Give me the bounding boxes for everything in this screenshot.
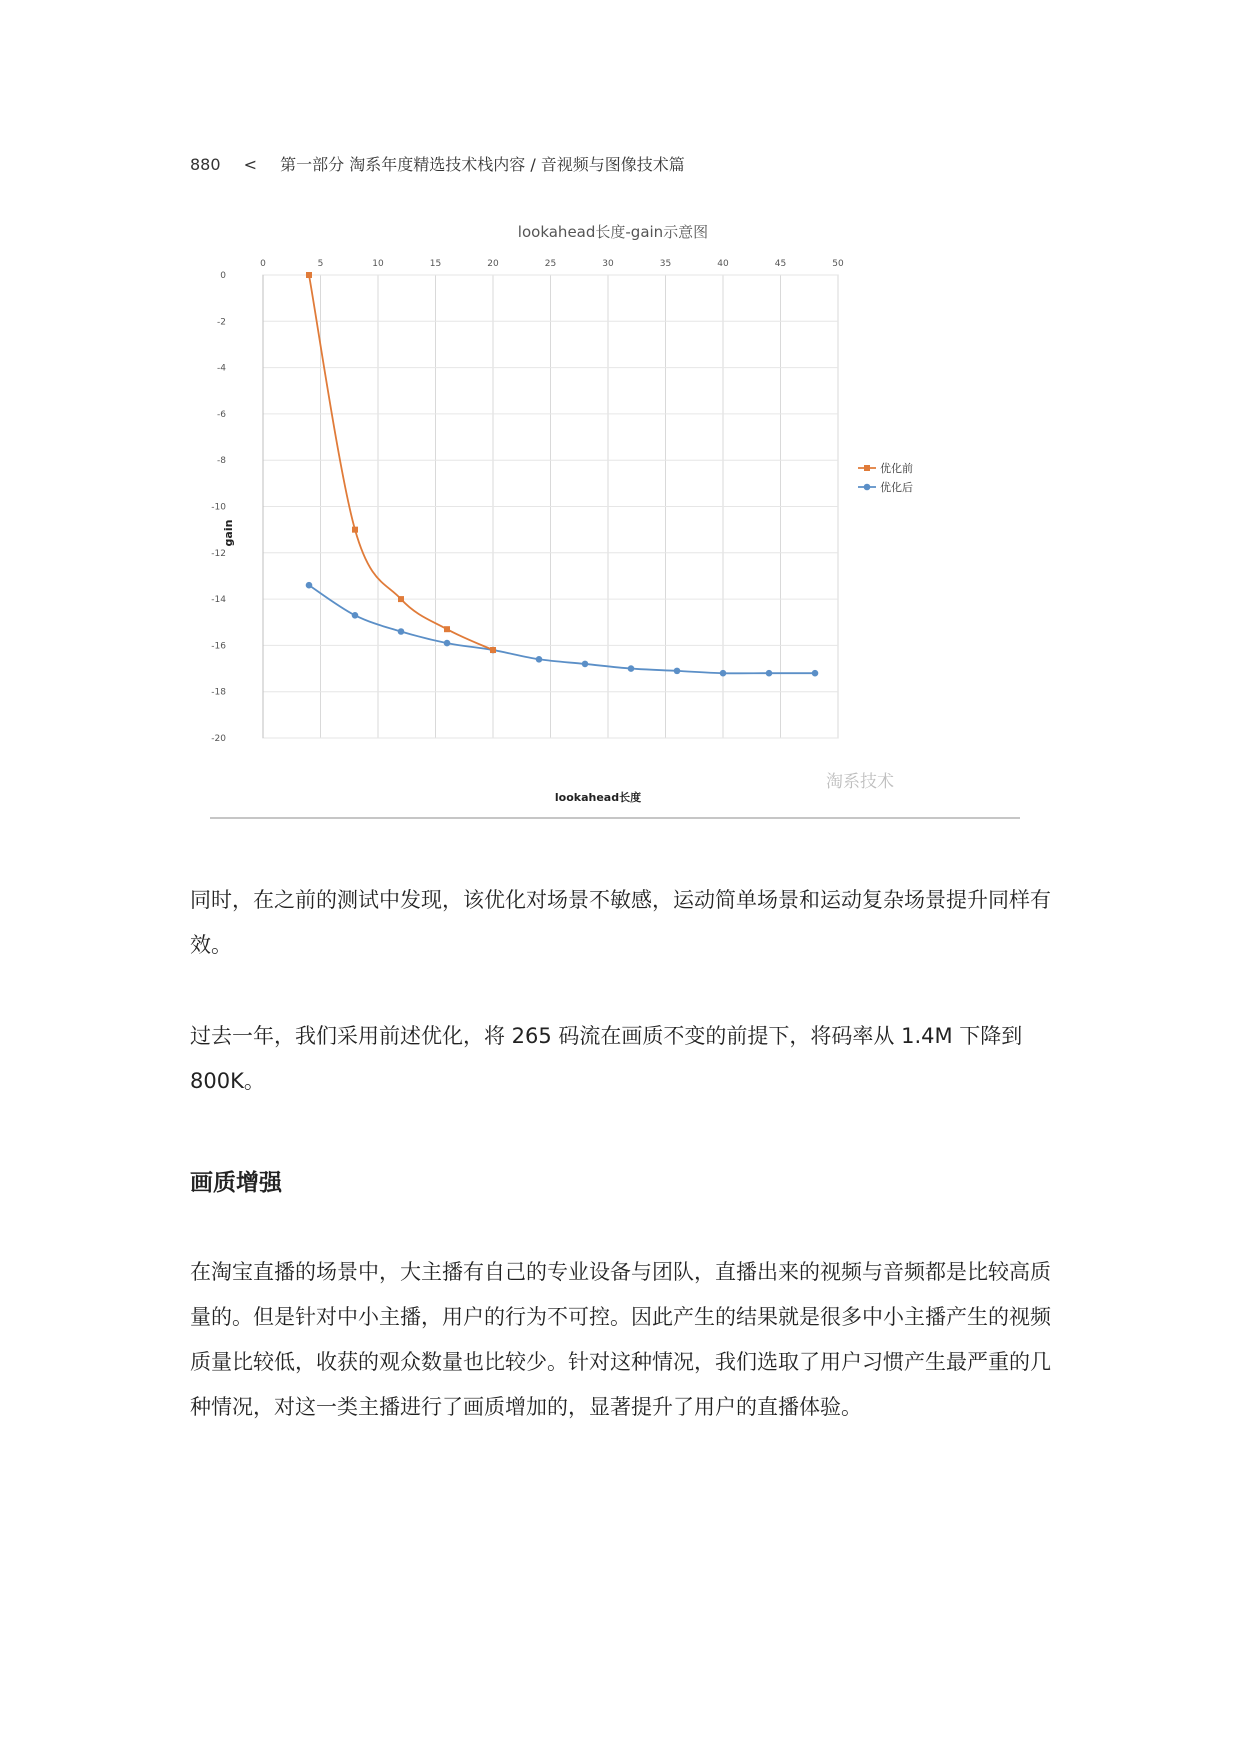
data-point	[582, 661, 589, 668]
x-tick-label: 50	[832, 259, 844, 269]
x-tick-label: 45	[774, 259, 787, 269]
legend-marker	[864, 465, 870, 471]
data-point	[536, 656, 543, 663]
data-point	[674, 668, 681, 675]
legend-label: 优化前	[880, 462, 913, 475]
paragraph-1: 同时，在之前的测试中发现，该优化对场景不敏感，运动简单场景和运动复杂场景提升同样有效。	[190, 888, 1051, 957]
data-point	[766, 670, 773, 677]
section-heading: 画质增强	[190, 1170, 282, 1196]
paragraph-2: 过去一年，我们采用前述优化，将 265 码流在画质不变的前提下，将码率从 1.4M 下降到 800K。	[190, 1024, 1023, 1093]
data-point	[352, 527, 358, 533]
chart-y-axis-label: gain	[222, 519, 235, 547]
y-tick-label: -12	[211, 548, 226, 559]
data-point	[398, 596, 404, 602]
y-tick-label: -14	[211, 595, 226, 606]
data-point	[628, 665, 635, 672]
page-number: 880	[190, 155, 221, 174]
legend-marker	[864, 484, 871, 491]
chevron-left-icon: <	[243, 155, 258, 174]
lookahead-gain-chart	[208, 215, 1040, 830]
chart-title: lookahead长度-gain示意图	[517, 223, 709, 241]
data-point	[444, 640, 451, 647]
y-tick-label: -2	[217, 317, 226, 328]
watermark-label: 淘系技术	[826, 772, 894, 792]
running-header	[190, 152, 703, 175]
x-tick-label: 30	[602, 259, 614, 269]
x-tick-label: 5	[317, 259, 324, 269]
y-tick-label: -8	[217, 456, 226, 467]
data-point	[352, 612, 359, 619]
chart-figure	[208, 215, 1040, 830]
x-tick-label: 25	[544, 259, 557, 269]
data-point	[398, 628, 405, 635]
y-tick-label: -4	[217, 363, 226, 374]
data-point	[444, 626, 450, 632]
x-tick-label: 0	[260, 259, 266, 269]
x-tick-label: 10	[372, 259, 384, 269]
header-section-title: 第一部分 淘系年度精选技术栈内容 / 音视频与图像技术篇	[280, 155, 685, 174]
y-tick-label: 0	[220, 271, 226, 281]
y-tick-label: -6	[217, 409, 226, 420]
data-point	[306, 272, 312, 278]
data-point	[812, 670, 819, 677]
chart-x-axis-label: lookahead长度	[554, 791, 642, 804]
y-tick-label: -10	[211, 502, 226, 513]
data-point	[720, 670, 727, 677]
x-tick-label: 40	[717, 259, 729, 269]
data-point	[306, 582, 313, 589]
x-tick-label: 20	[487, 259, 499, 269]
data-point	[490, 647, 496, 653]
x-tick-label: 15	[429, 259, 442, 269]
paragraph-3: 在淘宝直播的场景中，大主播有自己的专业设备与团队，直播出来的视频与音频都是比较高质量的。但是针对中小主播，用户的行为不可控。因此产生的结果就是很多中小主播产生的视频质量比较低，收获的观众数量也比较少。针对这种情况，我们选取了用户习惯产生最严重的几种情况，对这一类主播进行了画质增加的，显著提升了用户的直播体验。	[190, 1260, 1051, 1419]
legend-label: 优化后	[880, 481, 913, 494]
x-tick-label: 35	[659, 259, 672, 269]
y-tick-label: -20	[211, 734, 226, 744]
y-tick-label: -16	[211, 641, 226, 652]
y-tick-label: -18	[211, 687, 226, 698]
